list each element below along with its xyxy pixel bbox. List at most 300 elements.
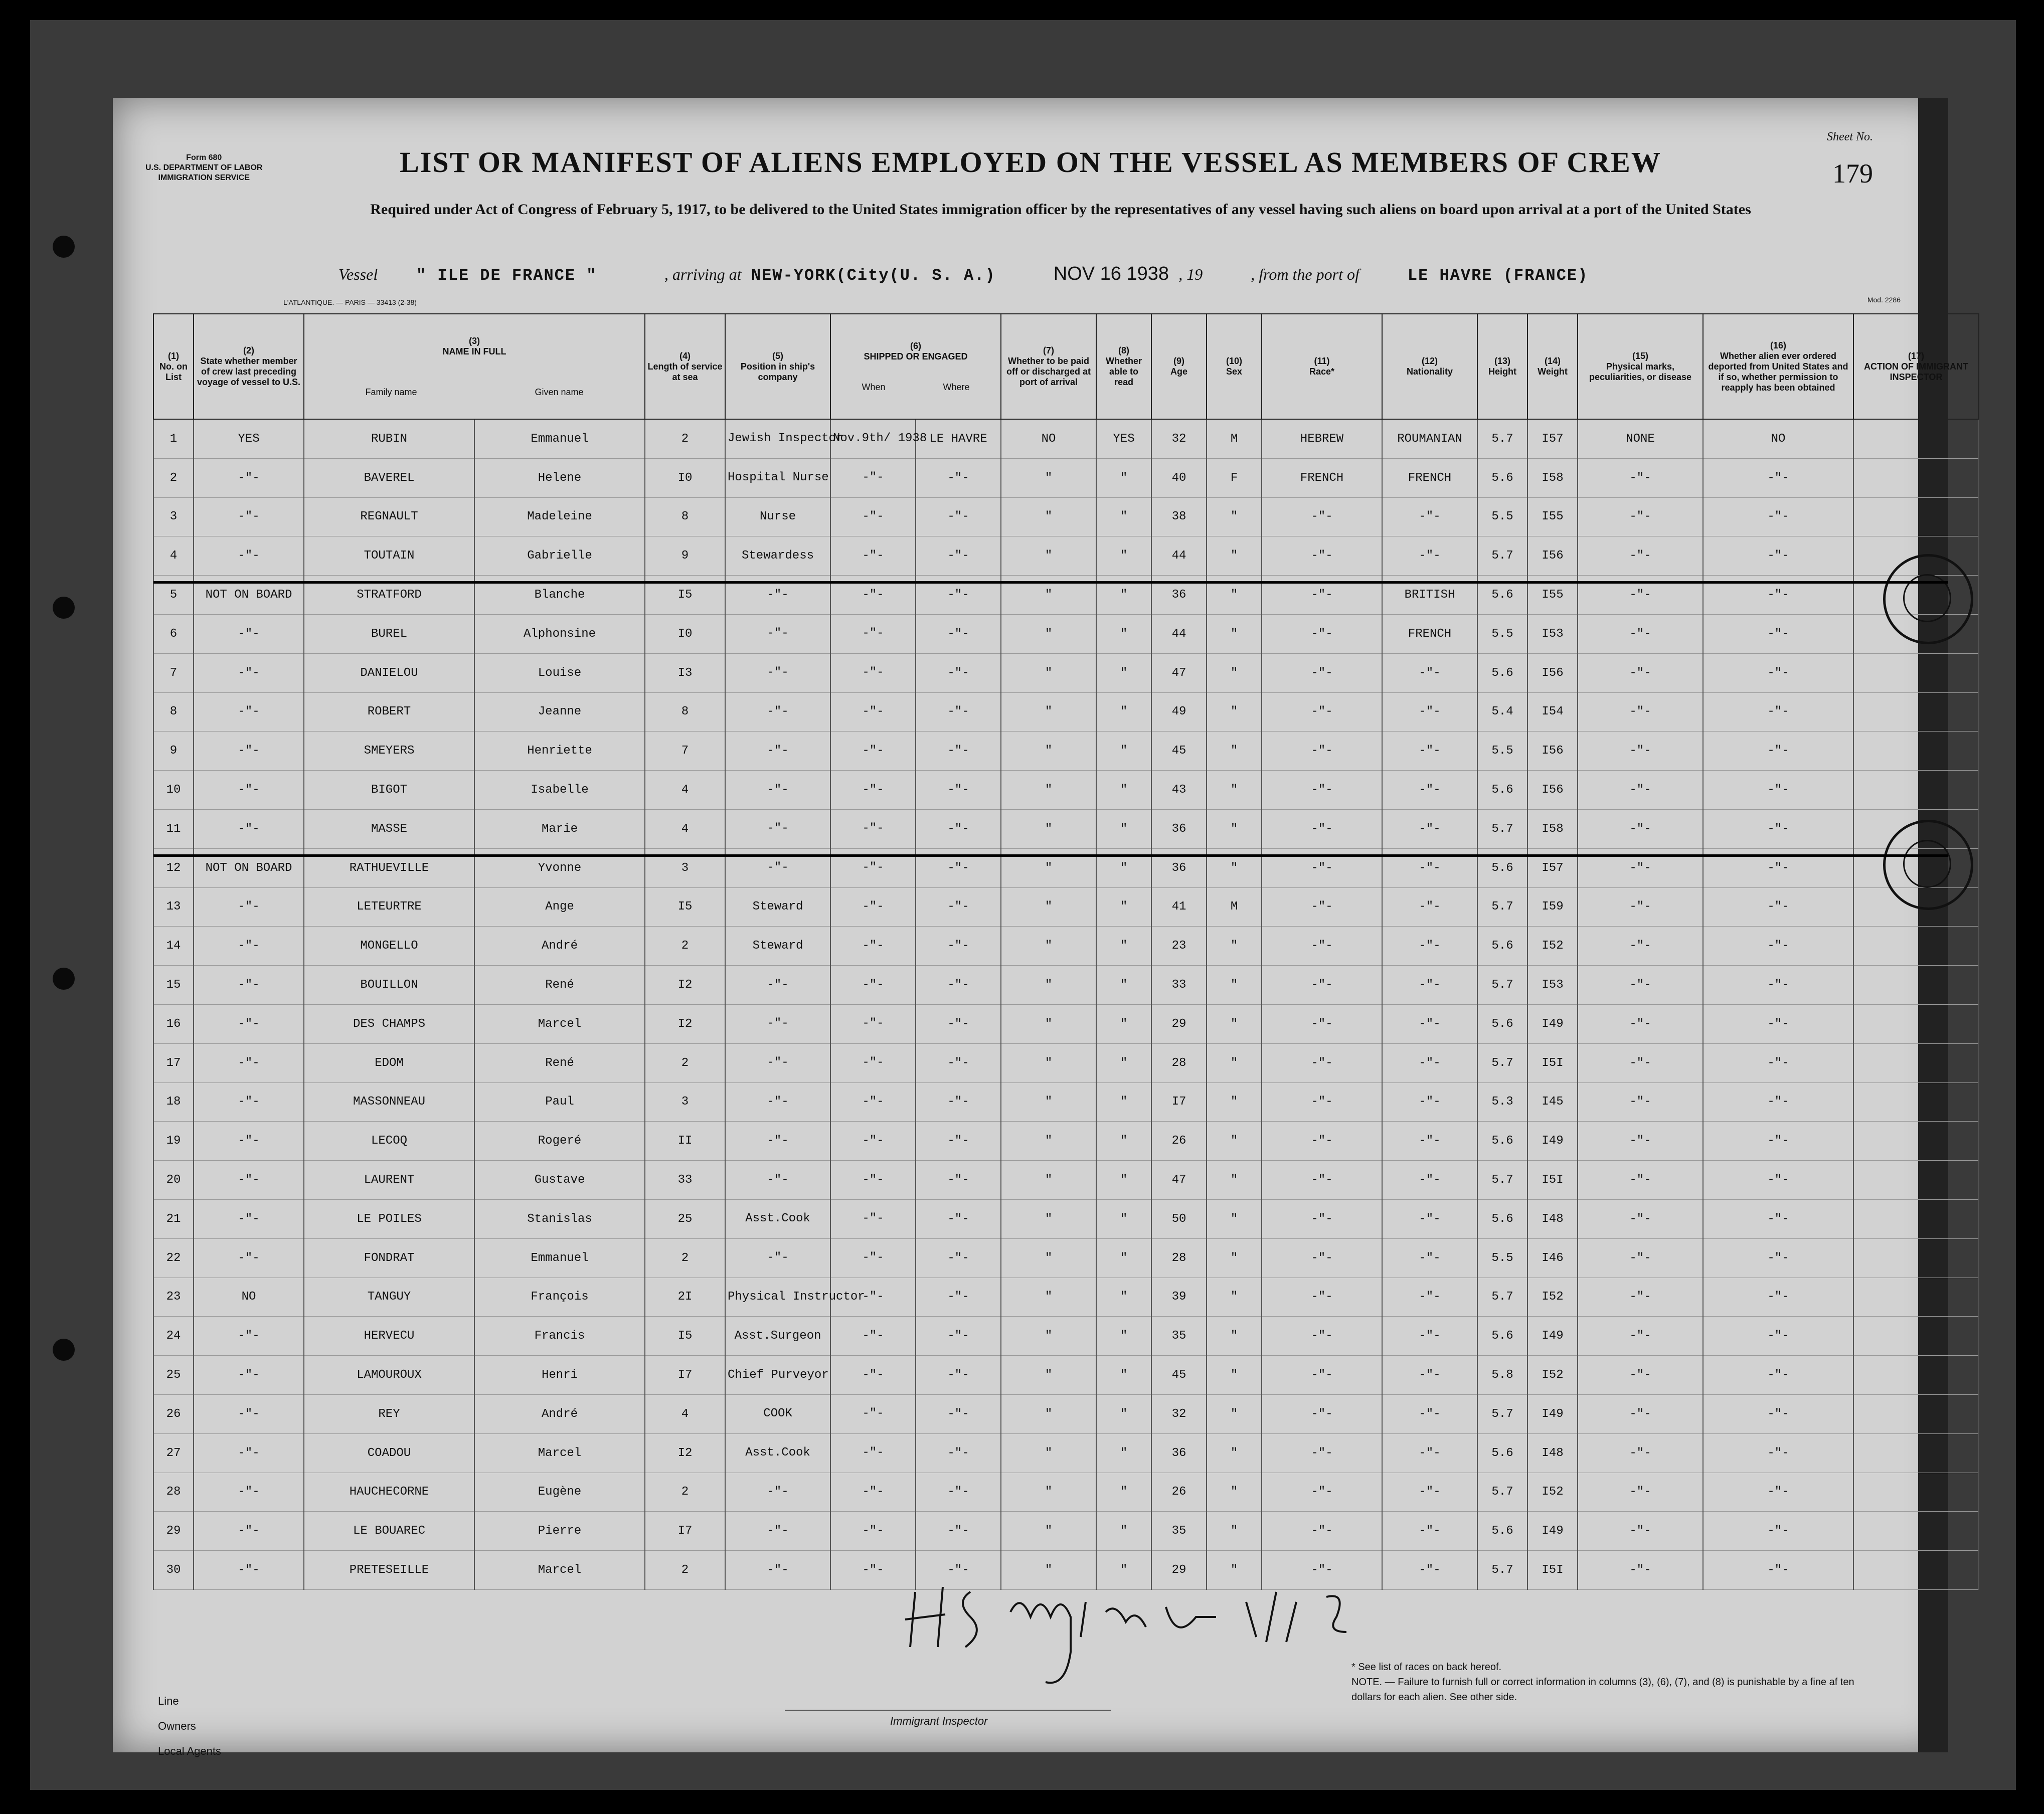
row-number: 2 — [153, 458, 194, 497]
service-length-cell: I2 — [645, 1004, 725, 1043]
paid-off-cell: " — [1001, 1238, 1096, 1278]
inspector-action-cell — [1853, 692, 1979, 732]
nationality-cell: -"- — [1382, 1082, 1477, 1122]
paid-off-cell: " — [1001, 536, 1096, 576]
given-name-cell: Gabrielle — [474, 536, 645, 576]
height-cell: 5.7 — [1477, 419, 1527, 458]
last-voyage-cell: -"- — [194, 1043, 304, 1082]
paid-off-cell: " — [1001, 614, 1096, 653]
shipped-when-cell: -"- — [830, 732, 916, 771]
inspector-action-cell — [1853, 1394, 1979, 1433]
model-number: Mod. 2286 — [1867, 296, 1901, 304]
shipped-when-cell: -"- — [830, 1356, 916, 1395]
owners-label: Owners — [158, 1720, 196, 1732]
age-cell: 23 — [1151, 927, 1207, 966]
paid-off-cell: " — [1001, 1433, 1096, 1473]
col-header-shipped-or-engaged: (6) SHIPPED OR ENGAGED When Where — [830, 314, 1001, 419]
inspector-action-cell — [1853, 1238, 1979, 1278]
arriving-label: , arriving at — [664, 265, 742, 283]
deported-cell: -"- — [1703, 1394, 1853, 1433]
shipped-when-cell: -"- — [830, 1433, 916, 1473]
shipped-when-cell: -"- — [830, 653, 916, 692]
sex-cell: " — [1207, 966, 1262, 1005]
local-agents-label: Local Agents — [158, 1745, 221, 1757]
row-number: 12 — [153, 848, 194, 887]
inspector-action-cell — [1853, 1278, 1979, 1317]
family-name-cell: LECOQ — [304, 1122, 474, 1161]
shipped-when-cell: -"- — [830, 1394, 916, 1433]
row-number: 10 — [153, 771, 194, 810]
given-name-cell: Eugène — [474, 1473, 645, 1512]
height-cell: 5.7 — [1477, 809, 1527, 848]
deported-cell: -"- — [1703, 848, 1853, 887]
height-cell: 5.7 — [1477, 887, 1527, 927]
last-voyage-cell: -"- — [194, 1473, 304, 1512]
given-name-cell: Helene — [474, 458, 645, 497]
age-cell: 40 — [1151, 458, 1207, 497]
age-cell: 32 — [1151, 1394, 1207, 1433]
able-to-read-cell: " — [1096, 1317, 1151, 1356]
deported-cell: -"- — [1703, 1512, 1853, 1551]
family-name-cell: LAURENT — [304, 1161, 474, 1200]
age-cell: 41 — [1151, 887, 1207, 927]
height-cell: 5.5 — [1477, 732, 1527, 771]
service-length-cell: I7 — [645, 1512, 725, 1551]
given-name-cell: Yvonne — [474, 848, 645, 887]
row-number: 9 — [153, 732, 194, 771]
nationality-cell: -"- — [1382, 1278, 1477, 1317]
deported-cell: -"- — [1703, 1122, 1853, 1161]
race-cell: -"- — [1262, 576, 1382, 615]
table-row — [153, 1473, 1979, 1512]
able-to-read-cell: " — [1096, 692, 1151, 732]
family-name-cell: HERVECU — [304, 1317, 474, 1356]
deported-cell: -"- — [1703, 809, 1853, 848]
able-to-read-cell: " — [1096, 536, 1151, 576]
nationality-cell: -"- — [1382, 1199, 1477, 1238]
shipped-when-cell: -"- — [830, 614, 916, 653]
weight-cell: I57 — [1527, 419, 1578, 458]
paid-off-cell: " — [1001, 809, 1096, 848]
last-voyage-cell: -"- — [194, 1317, 304, 1356]
inspector-action-cell — [1853, 771, 1979, 810]
service-length-cell: 2I — [645, 1278, 725, 1317]
sex-cell: " — [1207, 536, 1262, 576]
last-voyage-cell: -"- — [194, 458, 304, 497]
races-note: * See list of races on back hereof. — [1351, 1662, 1502, 1673]
table-row — [153, 536, 1979, 576]
sex-cell: " — [1207, 1199, 1262, 1238]
able-to-read-cell: " — [1096, 1043, 1151, 1082]
able-to-read-cell: " — [1096, 1199, 1151, 1238]
shipped-where-cell: -"- — [916, 1356, 1001, 1395]
height-cell: 5.6 — [1477, 653, 1527, 692]
physical-marks-cell: -"- — [1578, 1278, 1703, 1317]
weight-cell: I53 — [1527, 614, 1578, 653]
weight-cell: I57 — [1527, 848, 1578, 887]
row-number: 23 — [153, 1278, 194, 1317]
shipped-when-cell: -"- — [830, 1473, 916, 1512]
height-cell: 5.6 — [1477, 1122, 1527, 1161]
height-cell: 5.6 — [1477, 1433, 1527, 1473]
given-name-cell: Jeanne — [474, 692, 645, 732]
table-row — [153, 1394, 1979, 1433]
nationality-cell: FRENCH — [1382, 614, 1477, 653]
table-row — [153, 1004, 1979, 1043]
given-name-cell: Blanche — [474, 576, 645, 615]
row-number: 7 — [153, 653, 194, 692]
not-on-board-strike-line — [153, 854, 1948, 857]
given-name-cell: Paul — [474, 1082, 645, 1122]
punch-hole — [53, 236, 75, 258]
paid-off-cell: " — [1001, 1473, 1096, 1512]
given-name-cell: Marcel — [474, 1551, 645, 1590]
sex-cell: " — [1207, 1356, 1262, 1395]
able-to-read-cell: " — [1096, 1551, 1151, 1590]
paid-off-cell: " — [1001, 1278, 1096, 1317]
age-cell: 32 — [1151, 419, 1207, 458]
race-cell: -"- — [1262, 1199, 1382, 1238]
deported-cell: -"- — [1703, 1551, 1853, 1590]
shipped-when-cell: -"- — [830, 1238, 916, 1278]
physical-marks-cell: -"- — [1578, 732, 1703, 771]
nationality-cell: -"- — [1382, 1512, 1477, 1551]
last-voyage-cell: -"- — [194, 692, 304, 732]
position-cell: -"- — [725, 771, 830, 810]
weight-cell: I56 — [1527, 771, 1578, 810]
service-length-cell: 2 — [645, 1473, 725, 1512]
paid-off-cell: " — [1001, 576, 1096, 615]
sex-cell: " — [1207, 848, 1262, 887]
race-cell: -"- — [1262, 1512, 1382, 1551]
sex-cell: " — [1207, 927, 1262, 966]
service-length-cell: I3 — [645, 653, 725, 692]
position-cell: -"- — [725, 848, 830, 887]
service-length-cell: 9 — [645, 536, 725, 576]
family-name-cell: REGNAULT — [304, 497, 474, 536]
race-cell: -"- — [1262, 1161, 1382, 1200]
race-cell: -"- — [1262, 653, 1382, 692]
age-cell: 28 — [1151, 1238, 1207, 1278]
weight-cell: I5I — [1527, 1043, 1578, 1082]
from-label: , from the port of — [1251, 265, 1359, 283]
page-title: LIST OR MANIFEST OF ALIENS EMPLOYED ON THE VESSEL AS MEMBERS OF CREW — [400, 146, 1661, 178]
inspector-action-cell — [1853, 458, 1979, 497]
deported-cell: -"- — [1703, 927, 1853, 966]
row-number: 28 — [153, 1473, 194, 1512]
inspector-action-cell — [1853, 1082, 1979, 1122]
position-cell: -"- — [725, 1043, 830, 1082]
crew-manifest-table — [153, 313, 1979, 1590]
position-cell: -"- — [725, 1238, 830, 1278]
service-length-cell: 2 — [645, 927, 725, 966]
row-number: 26 — [153, 1394, 194, 1433]
position-cell: Physical Instructor — [725, 1278, 830, 1317]
inspector-action-cell — [1853, 927, 1979, 966]
family-name-cell: LETEURTRE — [304, 887, 474, 927]
last-voyage-cell: -"- — [194, 497, 304, 536]
family-name-cell: LAMOUROUX — [304, 1356, 474, 1395]
race-cell: -"- — [1262, 1278, 1382, 1317]
table-row — [153, 497, 1979, 536]
given-name-cell: François — [474, 1278, 645, 1317]
height-cell: 5.7 — [1477, 1394, 1527, 1433]
inspector-action-cell — [1853, 1473, 1979, 1512]
table-row — [153, 809, 1979, 848]
physical-marks-cell: -"- — [1578, 1512, 1703, 1551]
weight-cell: I58 — [1527, 458, 1578, 497]
height-cell: 5.7 — [1477, 966, 1527, 1005]
age-cell: 43 — [1151, 771, 1207, 810]
last-voyage-cell: -"- — [194, 887, 304, 927]
position-cell: -"- — [725, 732, 830, 771]
physical-marks-cell: -"- — [1578, 887, 1703, 927]
shipped-where-cell: -"- — [916, 1004, 1001, 1043]
service-length-cell: 4 — [645, 1394, 725, 1433]
race-cell: -"- — [1262, 809, 1382, 848]
position-cell: -"- — [725, 576, 830, 615]
nationality-cell: -"- — [1382, 771, 1477, 810]
shipped-when-cell: -"- — [830, 1043, 916, 1082]
position-cell: -"- — [725, 692, 830, 732]
deported-cell: -"- — [1703, 576, 1853, 615]
last-voyage-cell: -"- — [194, 1433, 304, 1473]
inspector-action-cell — [1853, 1004, 1979, 1043]
height-cell: 5.8 — [1477, 1356, 1527, 1395]
weight-cell: I52 — [1527, 1278, 1578, 1317]
shipped-when-cell: -"- — [830, 576, 916, 615]
able-to-read-cell: " — [1096, 614, 1151, 653]
physical-marks-cell: -"- — [1578, 653, 1703, 692]
col-header-length-of-service: (4) Length of service at sea — [645, 314, 725, 419]
race-cell: -"- — [1262, 1004, 1382, 1043]
deported-cell: -"- — [1703, 1161, 1853, 1200]
nationality-cell: -"- — [1382, 927, 1477, 966]
paid-off-cell: " — [1001, 1122, 1096, 1161]
col-header-age: (9) Age — [1151, 314, 1207, 419]
able-to-read-cell: " — [1096, 1161, 1151, 1200]
physical-marks-cell: -"- — [1578, 1082, 1703, 1122]
service-length-cell: I5 — [645, 887, 725, 927]
age-cell: 29 — [1151, 1551, 1207, 1590]
age-cell: 26 — [1151, 1122, 1207, 1161]
nationality-cell: -"- — [1382, 497, 1477, 536]
physical-marks-cell: -"- — [1578, 497, 1703, 536]
col-header-no: (1) No. on List — [153, 314, 194, 419]
height-cell: 5.7 — [1477, 1161, 1527, 1200]
age-cell: 47 — [1151, 1161, 1207, 1200]
inspector-action-cell — [1853, 1512, 1979, 1551]
last-voyage-cell: -"- — [194, 653, 304, 692]
deported-cell: -"- — [1703, 966, 1853, 1005]
shipped-when-cell: -"- — [830, 536, 916, 576]
weight-cell: I52 — [1527, 1473, 1578, 1512]
paid-off-cell: " — [1001, 458, 1096, 497]
shipped-where-cell: -"- — [916, 497, 1001, 536]
row-number: 17 — [153, 1043, 194, 1082]
nationality-cell: -"- — [1382, 1161, 1477, 1200]
sex-cell: F — [1207, 458, 1262, 497]
weight-cell: I46 — [1527, 1238, 1578, 1278]
height-cell: 5.6 — [1477, 848, 1527, 887]
able-to-read-cell: " — [1096, 653, 1151, 692]
age-cell: 50 — [1151, 1199, 1207, 1238]
nationality-cell: -"- — [1382, 1473, 1477, 1512]
shipped-where-cell: -"- — [916, 1161, 1001, 1200]
sex-cell: " — [1207, 1004, 1262, 1043]
sex-cell: " — [1207, 1473, 1262, 1512]
row-number: 11 — [153, 809, 194, 848]
nationality-cell: -"- — [1382, 1004, 1477, 1043]
nationality-cell: -"- — [1382, 848, 1477, 887]
family-name-cell: TANGUY — [304, 1278, 474, 1317]
sex-cell: " — [1207, 1161, 1262, 1200]
shipped-when-cell: -"- — [830, 848, 916, 887]
family-name-cell: DES CHAMPS — [304, 1004, 474, 1043]
deported-cell: -"- — [1703, 1356, 1853, 1395]
height-cell: 5.6 — [1477, 1199, 1527, 1238]
shipped-where-cell: -"- — [916, 966, 1001, 1005]
sex-cell: " — [1207, 732, 1262, 771]
last-voyage-cell: YES — [194, 419, 304, 458]
subtitle: Required under Act of Congress of February 5, 1917, to be delivered to the United States immigration officer by the representatives of any vessel having such aliens on board upon arrival at a port of the United States — [370, 201, 1751, 218]
physical-marks-cell: -"- — [1578, 536, 1703, 576]
sex-cell: " — [1207, 576, 1262, 615]
deported-cell: -"- — [1703, 1004, 1853, 1043]
shipped-when-cell: -"- — [830, 1317, 916, 1356]
col-header-paid-off: (7) Whether to be paid off or discharged at port of arrival — [1001, 314, 1096, 419]
weight-cell: I55 — [1527, 497, 1578, 536]
nationality-cell: -"- — [1382, 887, 1477, 927]
sex-cell: " — [1207, 1122, 1262, 1161]
last-voyage-cell: -"- — [194, 1161, 304, 1200]
table-header-row — [153, 314, 1979, 419]
service-length-cell: 2 — [645, 1238, 725, 1278]
position-cell: -"- — [725, 966, 830, 1005]
weight-cell: I52 — [1527, 1356, 1578, 1395]
row-number: 8 — [153, 692, 194, 732]
height-cell: 5.5 — [1477, 497, 1527, 536]
consular-stamp — [1883, 554, 1973, 644]
last-voyage-cell: NO — [194, 1278, 304, 1317]
paid-off-cell: " — [1001, 927, 1096, 966]
paid-off-cell: " — [1001, 1082, 1096, 1122]
sex-cell: M — [1207, 887, 1262, 927]
race-cell: -"- — [1262, 614, 1382, 653]
family-name-cell: MONGELLO — [304, 927, 474, 966]
family-name-cell: FONDRAT — [304, 1238, 474, 1278]
weight-cell: I59 — [1527, 887, 1578, 927]
family-name-cell: STRATFORD — [304, 576, 474, 615]
deported-cell: -"- — [1703, 1238, 1853, 1278]
deported-cell: -"- — [1703, 1278, 1853, 1317]
able-to-read-cell: " — [1096, 1278, 1151, 1317]
weight-cell: I56 — [1527, 653, 1578, 692]
age-cell: 35 — [1151, 1512, 1207, 1551]
age-cell: 36 — [1151, 1433, 1207, 1473]
nationality-cell: -"- — [1382, 732, 1477, 771]
punch-hole — [53, 597, 75, 619]
height-cell: 5.6 — [1477, 1512, 1527, 1551]
weight-cell: I56 — [1527, 536, 1578, 576]
sex-cell: " — [1207, 1238, 1262, 1278]
penalty-note: NOTE. — Failure to furnish full or correct information in columns (3), (6), (7), and (8) is punishable by a fine af ten dollars for each alien. See other side. — [1351, 1677, 1854, 1703]
shipped-where-cell: -"- — [916, 732, 1001, 771]
age-cell: 38 — [1151, 497, 1207, 536]
inspector-action-cell — [1853, 1317, 1979, 1356]
last-voyage-cell: -"- — [194, 1004, 304, 1043]
nationality-cell: BRITISH — [1382, 576, 1477, 615]
age-cell: 44 — [1151, 614, 1207, 653]
table-row — [153, 1161, 1979, 1200]
shipped-when-cell: -"- — [830, 771, 916, 810]
family-name-cell: COADOU — [304, 1433, 474, 1473]
inspector-action-cell — [1853, 1199, 1979, 1238]
position-cell: -"- — [725, 653, 830, 692]
position-cell: -"- — [725, 1161, 830, 1200]
shipped-when-cell: -"- — [830, 1161, 916, 1200]
paid-off-cell: " — [1001, 848, 1096, 887]
physical-marks-cell: -"- — [1578, 692, 1703, 732]
position-cell: -"- — [725, 1082, 830, 1122]
table-row — [153, 653, 1979, 692]
vessel-name: " ILE DE FRANCE " — [416, 266, 597, 285]
position-cell: COOK — [725, 1394, 830, 1433]
departure-port: LE HAVRE (FRANCE) — [1407, 266, 1589, 285]
physical-marks-cell: -"- — [1578, 1317, 1703, 1356]
physical-marks-cell: -"- — [1578, 1199, 1703, 1238]
inspector-action-cell — [1853, 1433, 1979, 1473]
printer-line: L'ATLANTIQUE. — PARIS — 33413 (2-38) — [283, 298, 417, 306]
given-name-cell: Marcel — [474, 1433, 645, 1473]
service-length-cell: I7 — [645, 1356, 725, 1395]
sex-cell: " — [1207, 1433, 1262, 1473]
able-to-read-cell: " — [1096, 458, 1151, 497]
paid-off-cell: " — [1001, 497, 1096, 536]
last-voyage-cell: -"- — [194, 1356, 304, 1395]
row-number: 18 — [153, 1082, 194, 1122]
shipped-where-cell: -"- — [916, 1043, 1001, 1082]
weight-cell: I54 — [1527, 692, 1578, 732]
sex-cell: " — [1207, 653, 1262, 692]
position-cell: Nurse — [725, 497, 830, 536]
able-to-read-cell: " — [1096, 1433, 1151, 1473]
race-cell: -"- — [1262, 1122, 1382, 1161]
nationality-cell: -"- — [1382, 1356, 1477, 1395]
paid-off-cell: NO — [1001, 419, 1096, 458]
table-row — [153, 1199, 1979, 1238]
col-header-deported: (16) Whether alien ever ordered deported from United States and if so, whether permission to reapply has been obtained — [1703, 314, 1853, 419]
physical-marks-cell: -"- — [1578, 576, 1703, 615]
consular-stamp — [1883, 820, 1973, 910]
able-to-read-cell: " — [1096, 576, 1151, 615]
col-header-physical-marks: (15) Physical marks, peculiarities, or disease — [1578, 314, 1703, 419]
service-length-cell: 2 — [645, 1043, 725, 1082]
punch-hole — [53, 968, 75, 990]
weight-cell: I52 — [1527, 927, 1578, 966]
service-length-cell: 8 — [645, 497, 725, 536]
shipped-when-cell: -"- — [830, 692, 916, 732]
able-to-read-cell: " — [1096, 1238, 1151, 1278]
table-row — [153, 1356, 1979, 1395]
nationality-cell: ROUMANIAN — [1382, 419, 1477, 458]
family-name-cell: PRETESEILLE — [304, 1551, 474, 1590]
deported-cell: -"- — [1703, 1317, 1853, 1356]
race-cell: -"- — [1262, 1394, 1382, 1433]
physical-marks-cell: -"- — [1578, 1004, 1703, 1043]
last-voyage-cell: -"- — [194, 927, 304, 966]
position-cell: Asst.Cook — [725, 1433, 830, 1473]
